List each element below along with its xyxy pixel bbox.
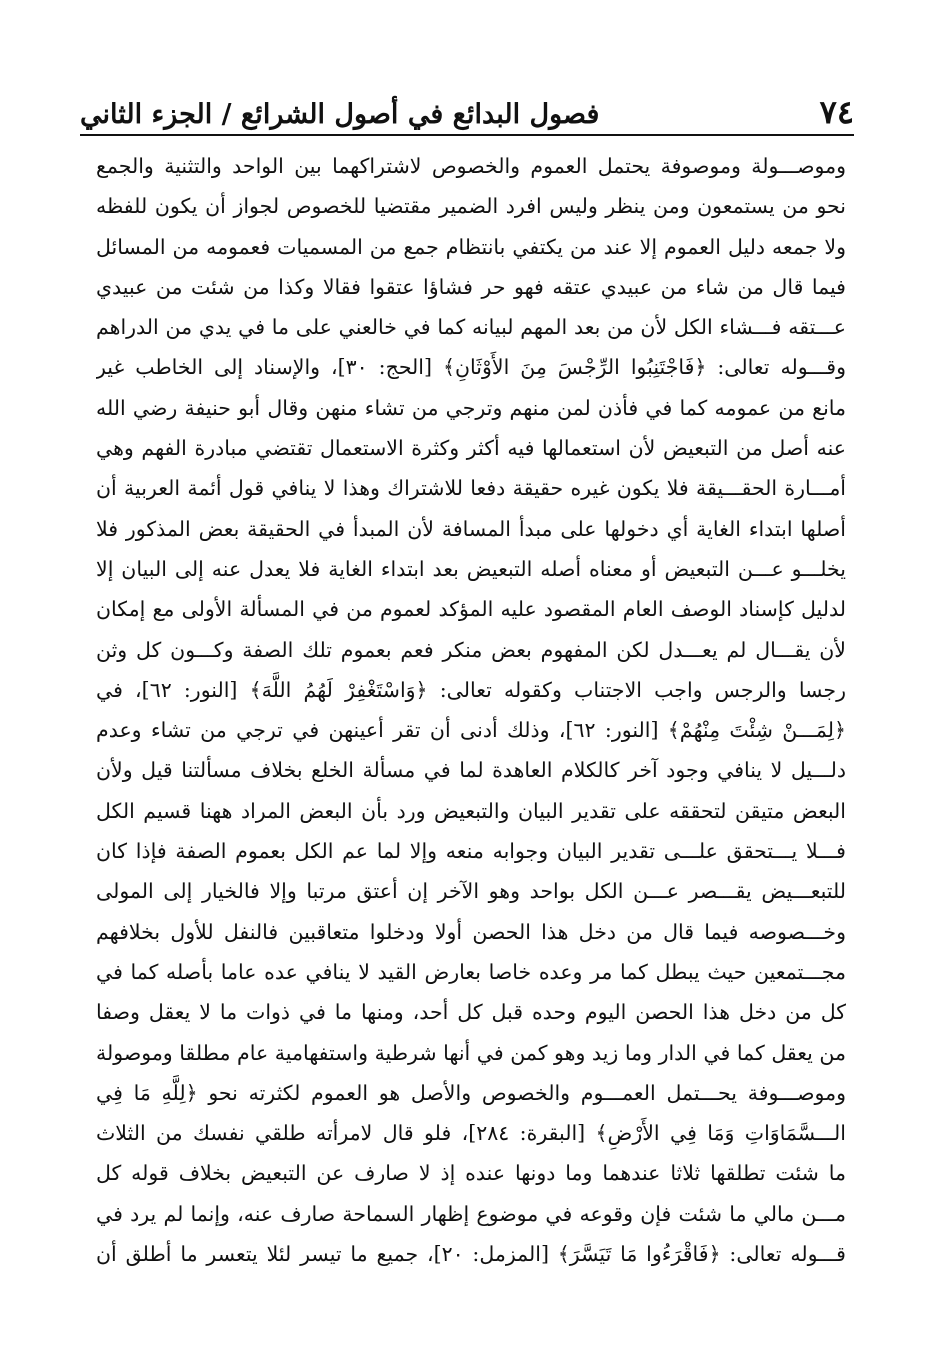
- text-line-2: نحو من يستمعون ومن ينظر وليس افرد الضمير مقتضيا للخصوص لجواز أن يكون للفظه: [96, 194, 846, 219]
- text-line-4: فيما قال من شاء من عبيدي عتقه فهو حر فشاؤا عتقوا فقالا وكذا من شئت من عبيدي: [96, 274, 846, 299]
- text-line-5: عـــتقه فـــشاء الكل لأن من بعد المهم لبيانه كما في خالعني على ما في يدي من الدراهم: [96, 315, 846, 340]
- text-line-28: قـــوله تعالى: ﴿فَاقْرَءُوا مَا تَيَسَّرَ﴾ [المزمل: ٢٠]، جميع ما تيسر لئلا يتعسر ما أطلق أن: [96, 1242, 846, 1267]
- text-line-8: عنه أصل من التبعيض لأن استعمالها فيه أكثر وكثرة الاستعمال تقتضي مبادرة الفهم وهي: [96, 436, 846, 461]
- text-line-1: وموصـــولة وموصوفة يحتمل العموم والخصوص لاشتراكهما بين الواحد والتثنية والجمع: [96, 154, 846, 178]
- text-line-18: فـــلا يـــتحقق علـــى تقدير البيان وجوابه منعه وإلا لما عم الكل بعموم الصفة فإذا كان: [96, 839, 846, 864]
- text-line-16: دلـــيل لا ينافي وجود آخر كالكلام العاهدة لما في مسألة الخلع بخلاف مسألتنا قيل ولأن: [96, 758, 846, 783]
- text-line-27: مـــن مالي ما شئت فإن وقوعه في موضوع إظهار السماحة صارف عنه، وإنما لم يرد في: [96, 1201, 846, 1226]
- text-line-22: كل من دخل هذا الحصن اليوم وحده قبل كل أحد، ومنها ما في ذوات ما لا يعقل وصفا: [96, 1000, 846, 1025]
- text-line-10: أصلها ابتداء الغاية أي دخولها على مبدأ المسافة لأن المبدأ في الحقيقة بعض المذكور فلا: [96, 516, 846, 541]
- text-line-3: ولا جمعه دليل العموم إلا عند من يكتفي بانتظام جمع من المسميات فعمومه من المسائل: [96, 234, 846, 259]
- text-line-25: الـــسَّمَاوَاتِ وَمَا فِي الأَرْضِ﴾ [البقرة: ٢٨٤]، فلو قال لامرأته طلقي نفسك من الثلاث: [96, 1121, 846, 1146]
- text-line-15: ﴿لِمَـــنْ شِئْتَ مِنْهُمْ﴾ [النور: ٦٢]، وذلك أدنى أن تقر أعينهن في ترجي من تشاء وعدم: [96, 718, 846, 743]
- text-line-13: لأن يقـــال لم يعـــدل لكن المفهوم بعض منكر فعم بعموم تلك الصفة وكـــون كل وثن: [96, 637, 846, 662]
- text-line-9: أمـــارة الحقـــيقة فلا يكون غيره حقيقة دفعا للاشتراك وهذا لا ينافي قول أئمة العربية أن: [96, 476, 846, 501]
- text-line-23: من يعقل كما في الدار وما زيد وهو كمن في أنها شرطية واستفهامية عام مطلقا وموصولة: [96, 1040, 846, 1065]
- text-line-14: رجسا والرجس واجب الاجتناب وكقوله تعالى: ﴿وَاسْتَغْفِرْ لَهُمُ اللَّهَ﴾ [النور: ٦٢]، في: [96, 677, 846, 702]
- page-number: ٧٤: [819, 93, 854, 131]
- header-rule: [80, 134, 854, 136]
- page-header: [80, 78, 854, 131]
- text-line-6: وقـــوله تعالى: ﴿فَاجْتَنِبُوا الرِّجْسَ مِنَ الأَوْثَانِ﴾ [الحج: ٣٠]، والإسناد إلى الخاطب غير: [96, 355, 846, 380]
- text-line-24: وموصـــوفة يحـــتمل العمـــوم والخصوص والأصل هو العموم لكثرته نحو ﴿لِلَّهِ مَا فِي: [96, 1080, 846, 1105]
- text-line-11: يخلـــو عـــن التبعيض أو معناه أصله التبعيض بعد ابتداء الغاية فلا يعدل عنه إلى البيان إلا: [96, 556, 846, 581]
- text-line-26: ما شئت تطلقها ثلاثا عندهما وما دونها عنده إذ لا صارف عن التبعيض بخلاف قوله كل: [96, 1161, 846, 1186]
- text-line-19: للتبعـــيض يقـــصر عـــن الكل بواحد وهو الآخر إن أعتق مرتبا وإلا فالخيار إلى المولى: [96, 879, 846, 904]
- text-line-21: مجـــتمعين حيث يبطل كما مر وعده خاصا بعارض القيد لا ينافي عده عاما بأصله كما في: [96, 959, 846, 984]
- text-line-7: مانع من عمومه كما في فأذن لمن منهم وترجي من تشاء منهن وقال أبو حنيفة رضي الله: [96, 395, 846, 420]
- running-title: فصول البدائع في أصول الشرائع / الجزء الثاني: [80, 99, 600, 130]
- text-line-20: وخـــصوصه فيما قال من دخل هذا الحصن أولا ودخلوا متعاقبين فالنفل للأول بخلافهم: [96, 919, 846, 944]
- body-text: [96, 146, 846, 1274]
- text-line-17: البعض متيقن لتحققه على تقدير البيان والتبعيض ورد بأن البعض المراد ههنا قسيم الكل: [96, 798, 846, 823]
- text-line-12: لدليل كإسناد الوصف العام المقصود عليه المؤكد لعموم من في المسألة الأولى مع إمكان: [96, 597, 846, 622]
